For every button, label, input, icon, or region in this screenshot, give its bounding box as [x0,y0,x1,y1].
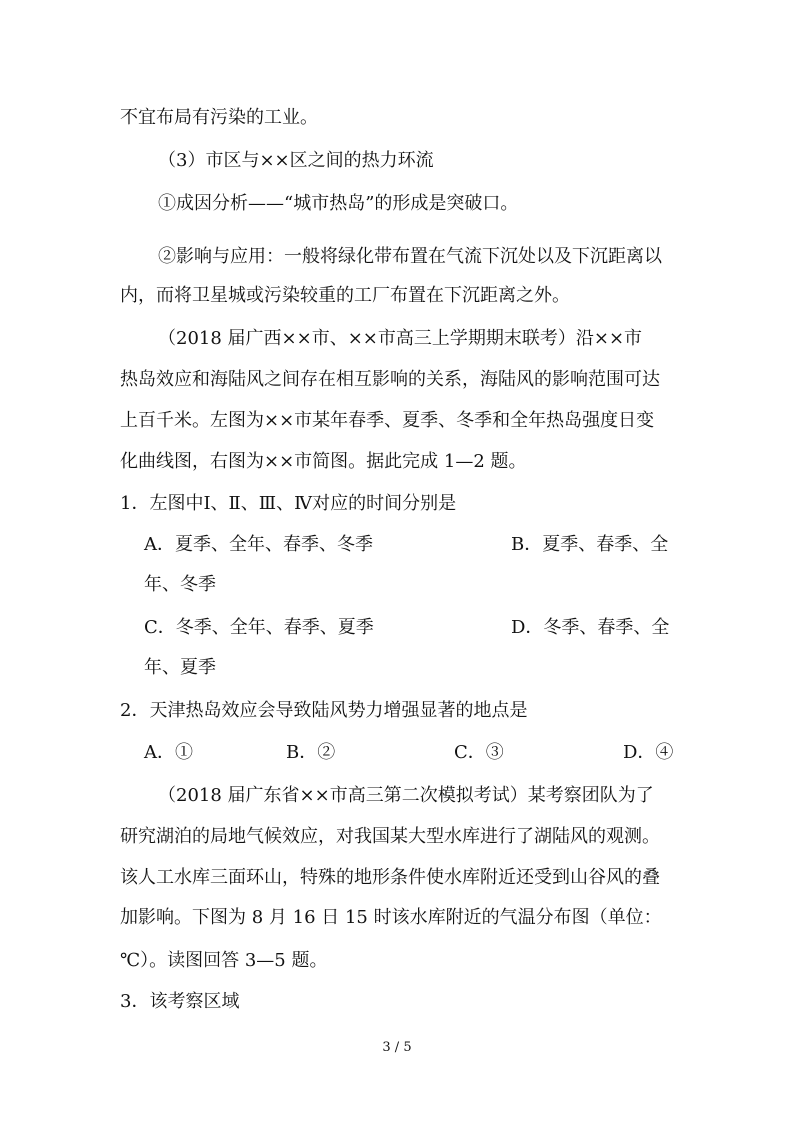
list-item-cause: ①成因分析——“城市热岛”的形成是突破口。 [158,193,519,214]
question1-option-d-line1: D．冬季、春季、全 [511,617,670,638]
question1-option-a: A．夏季、全年、春季、冬季 [144,534,373,555]
question3-stem: 3．该考察区域 [120,991,240,1012]
question1-option-b-line2: 年、冬季 [144,574,216,595]
list-item-effect-line1: ②影响与应用：一般将绿化带布置在气流下沉处以及下沉距离以 [158,246,662,267]
passage1-line1: （2018 届广西××市、××市高三上学期期末联考）沿××市 [158,328,643,349]
passage2-line5: ℃）。读图回答 3—5 题。 [120,950,328,971]
question1-stem: 1．左图中Ⅰ、Ⅱ、Ⅲ、Ⅳ对应的时间分别是 [120,493,457,514]
question1-option-d-line2: 年、夏季 [144,657,216,678]
page-number: 3 / 5 [382,1040,412,1055]
passage1-line4: 化曲线图，右图为××市简图。据此完成 1—2 题。 [120,451,527,472]
question1-option-b-line1: B．夏季、春季、全 [511,534,669,555]
passage1-line2: 热岛效应和海陆风之间存在相互影响的关系，海陆风的影响范围可达 [120,369,660,390]
question2-stem: 2．天津热岛效应会导致陆风势力增强显著的地点是 [120,700,528,721]
question1-option-c: C．冬季、全年、春季、夏季 [144,617,374,638]
question2-option-d: D．④ [623,742,674,763]
passage2-line2: 研究湖泊的局地气候效应，对我国某大型水库进行了湖陆风的观测。 [120,826,660,847]
passage2-line1: （2018 届广东省××市高三第二次模拟考试）某考察团队为了 [158,785,654,806]
passage2-line3: 该人工水库三面环山，特殊的地形条件使水库附近还受到山谷风的叠 [120,867,660,888]
question2-option-b: B．② [286,742,336,763]
passage2-line4: 加影响。下图为 8 月 16 日 15 时该水库附近的气温分布图（单位： [120,907,662,928]
section-heading: （3）市区与××区之间的热力环流 [158,150,434,171]
list-item-effect-line2: 内，而将卫星城或污染较重的工厂布置在下沉距离之外。 [120,285,570,306]
passage1-line3: 上百千米。左图为××市某年春季、夏季、冬季和全年热岛强度日变 [120,410,655,431]
paragraph-intro: 不宜布局有污染的工业。 [120,107,318,128]
question2-option-c: C．③ [454,742,504,763]
question2-option-a: A．① [144,742,193,763]
